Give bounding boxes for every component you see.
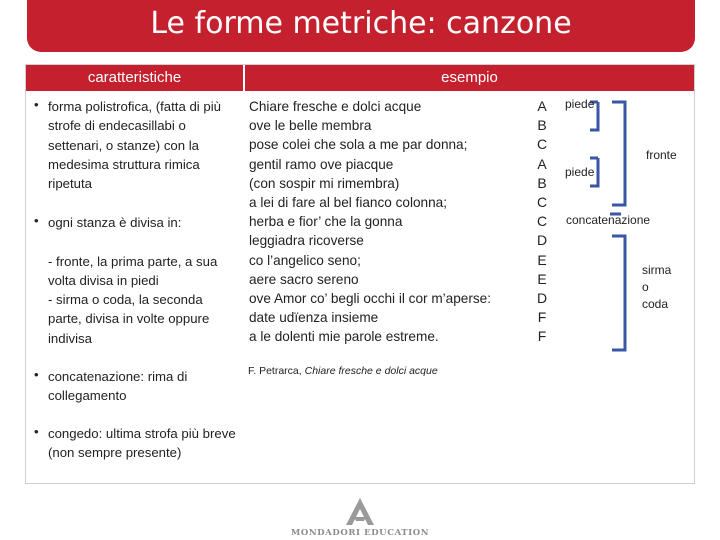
poem-line: (con sospir mi rimembra) [249, 175, 400, 191]
poem-line: date udïenza insieme [249, 310, 379, 326]
label-piede-2: piede [565, 165, 595, 179]
header-example: esempio [245, 65, 694, 91]
sub-text-sirma: - sirma o coda, la seconda parte, divisa in volte oppure indivisa [48, 292, 210, 346]
poem-line: gentil ramo ove piacque [249, 156, 394, 172]
poem-line: ove le belle membra [249, 118, 372, 134]
sub-text-fronte: - fronte, la prima parte, a sua volta divisa in piedi [48, 254, 218, 289]
footer-brand: MONDADORI EDUCATION [290, 528, 430, 538]
poem-line: a le dolenti mie parole estreme. [249, 329, 439, 345]
page-title: Le forme metriche: canzone [150, 6, 572, 41]
caption-author: F. Petrarca, [248, 365, 305, 377]
rhyme-letter: C [536, 213, 548, 230]
rhyme-letter: F [537, 309, 547, 326]
label-piede-1: piede [565, 97, 595, 111]
bracket-fronte [612, 102, 625, 205]
bullet-dot-icon: • [34, 213, 39, 228]
label-coda: coda [642, 297, 669, 311]
rhyme-letter: D [536, 232, 548, 249]
rhyme-letter: A [537, 155, 547, 172]
rhyme-letter: F [537, 328, 547, 345]
rhyme-letter: A [537, 98, 547, 114]
poem-line: co l’angelico seno; [249, 252, 361, 268]
poem-line: a lei di fare al bel fianco colonna; [249, 195, 447, 211]
bracket-sirma [612, 236, 625, 350]
label-o: o [642, 280, 649, 294]
bullet-text: ogni stanza è divisa in: [48, 215, 182, 230]
poem-line: herba e fior’ che la gonna [249, 214, 403, 230]
rhyme-letter: C [536, 136, 548, 153]
bullet-text: congedo: ultima strofa più breve (non sempre presente) [48, 426, 236, 461]
rhyme-letter: C [536, 194, 548, 211]
header-characteristics: caratteristiche [26, 65, 243, 91]
bullet-text: forma polistrofica, (fatta di più strofe di endecasillabi o settenari, o stanze) con la medesima struttura rimica ripetuta [48, 99, 221, 192]
bullet-dot-icon: • [34, 97, 39, 112]
caption-title: Chiare fresche e dolci acque [304, 365, 438, 377]
poem-line: leggiadra ricoverse [249, 233, 364, 249]
label-fronte: fronte [646, 148, 677, 162]
poem-line: Chiare fresche e dolci acque [249, 99, 422, 114]
poem-line: aere sacro sereno [249, 271, 359, 287]
rhyme-letter: E [537, 270, 547, 287]
label-sirma: sirma [642, 263, 672, 277]
bullet-text: concatenazione: rima di collegamento [48, 369, 188, 404]
label-concatenazione: concatenazione [566, 213, 651, 227]
rhyme-letter: B [537, 117, 547, 134]
rhyme-letter: B [537, 174, 547, 191]
bullet-dot-icon: • [34, 367, 39, 382]
bullet-dot-icon: • [34, 424, 39, 439]
rhyme-letter: E [537, 251, 547, 268]
poem-line: pose colei che sola a me par donna; [249, 137, 468, 153]
poem-line: ove Amor co’ begli occhi il cor m’aperse: [249, 291, 492, 307]
rhyme-letter: D [536, 290, 548, 307]
